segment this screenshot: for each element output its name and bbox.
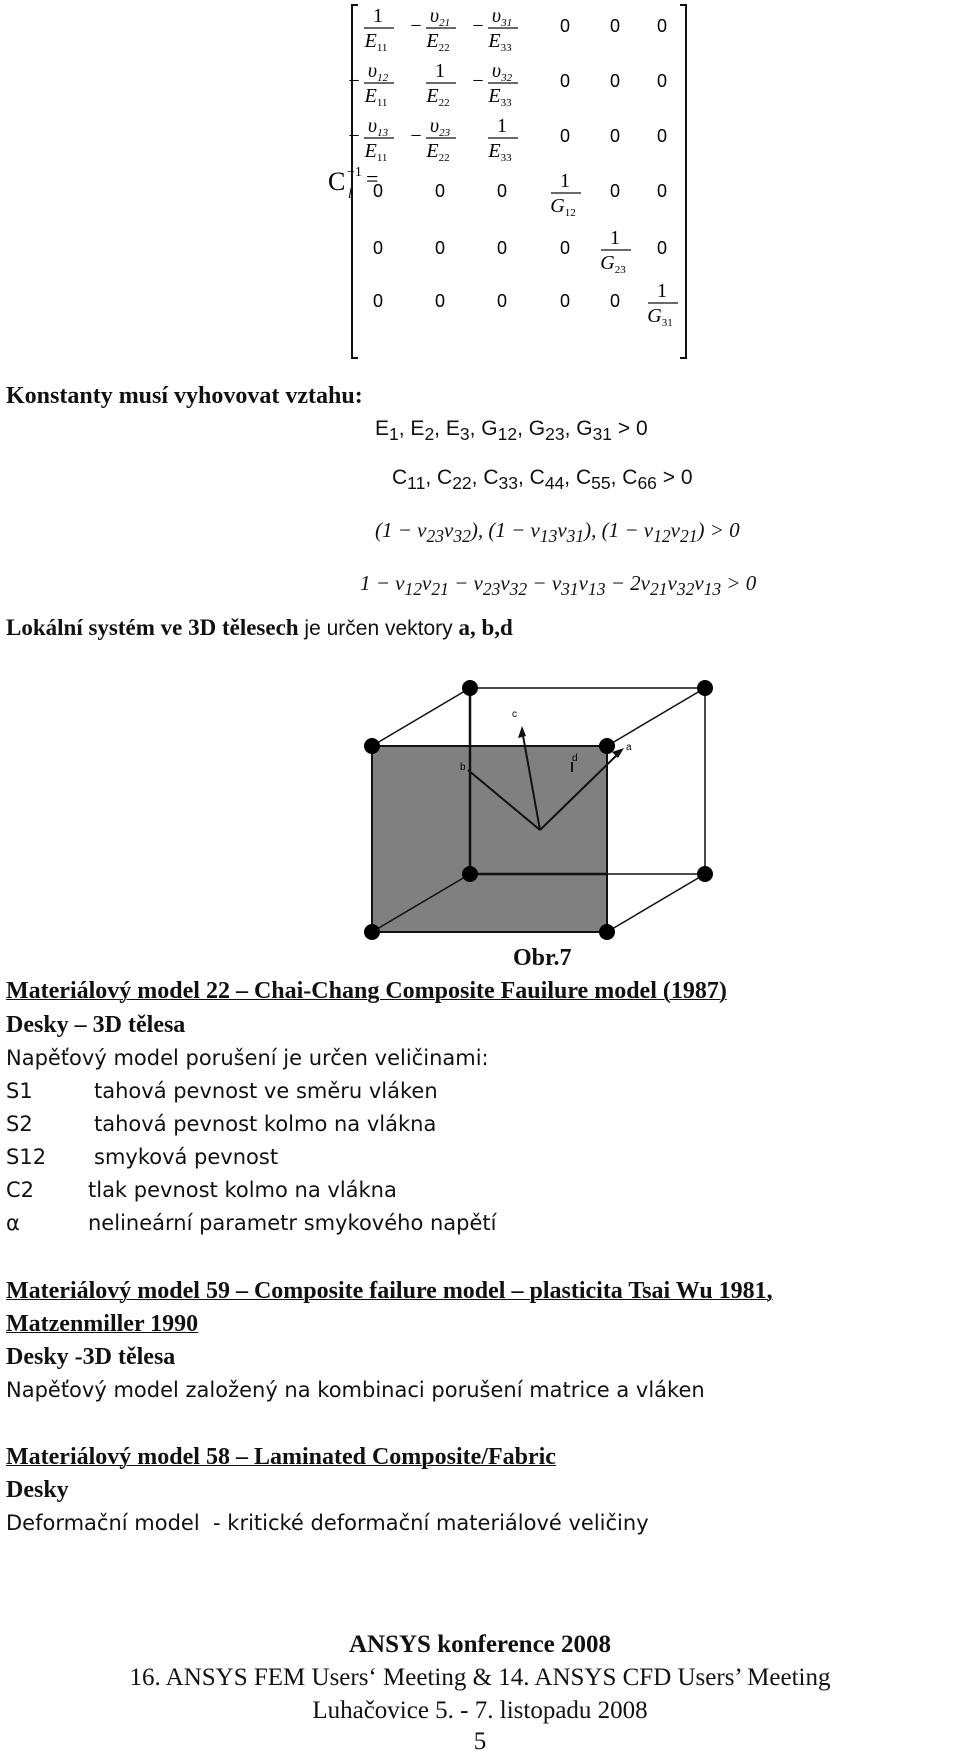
matrix-numerator: 1 bbox=[657, 280, 667, 302]
matrix-zero: 0 bbox=[656, 71, 668, 91]
matrix-zero: 0 bbox=[372, 181, 384, 201]
local-system-bold: Lokální systém ve 3D tělesech bbox=[6, 615, 299, 640]
label-c: c bbox=[512, 709, 517, 720]
matrix-zero: 0 bbox=[656, 126, 668, 146]
matrix-label-sub: l bbox=[348, 187, 352, 202]
definition-symbol: S2 bbox=[6, 1112, 33, 1136]
node bbox=[364, 924, 380, 940]
footer-conference: ANSYS konference 2008 bbox=[348, 1631, 612, 1658]
matrix-denominator: $E_{33}$ bbox=[488, 30, 512, 54]
matrix-label-main: C bbox=[328, 167, 346, 196]
model59-title-line1: Materiálový model 59 – Composite failure model – plasticita Tsai Wu 1981, bbox=[6, 1278, 773, 1304]
matrix-sign: − bbox=[472, 70, 484, 92]
label-a: a bbox=[626, 742, 632, 753]
matrix-numerator: 1 bbox=[560, 170, 570, 192]
definition-row bbox=[6, 1211, 497, 1235]
matrix-zero: 0 bbox=[609, 16, 621, 36]
matrix-zero: 0 bbox=[434, 181, 446, 201]
matrix-numerator: 1 bbox=[435, 60, 445, 82]
matrix-zero: 0 bbox=[559, 238, 571, 258]
cube-edge-br bbox=[607, 874, 705, 932]
definition-description: nelineární parametr smykového napětí bbox=[88, 1211, 497, 1235]
condition-line-3: $(1 - \nu_{23}\nu_{32})$, $(1 - \nu_{13}\nu_{31})$, $(1 - \nu_{12}\nu_{21}) > 0$ bbox=[375, 518, 740, 547]
definition-description: smyková pevnost bbox=[94, 1145, 279, 1169]
definition-description: tlak pevnost kolmo na vlákna bbox=[88, 1178, 397, 1202]
definition-row bbox=[6, 1112, 437, 1136]
matrix-denominator: $E_{22}$ bbox=[426, 85, 450, 109]
label-b: b bbox=[460, 762, 466, 773]
node bbox=[462, 866, 478, 882]
matrix-numerator: 1 bbox=[497, 115, 507, 137]
cube-edge-tr bbox=[607, 688, 705, 746]
matrix-numerator: $\upsilon_{31}$ bbox=[491, 5, 513, 29]
model22-intro: Napěťový model porušení je určen veličinami: bbox=[6, 1046, 489, 1070]
model58-title: Materiálový model 58 – Laminated Composite/Fabric bbox=[6, 1444, 556, 1470]
matrix-numerator: $\upsilon_{21}$ bbox=[429, 5, 451, 29]
node bbox=[599, 738, 615, 754]
matrix-denominator: $E_{33}$ bbox=[488, 140, 512, 164]
matrix-denominator: $E_{33}$ bbox=[488, 85, 512, 109]
matrix-zero: 0 bbox=[609, 126, 621, 146]
matrix-zero: 0 bbox=[609, 291, 621, 311]
matrix-cells bbox=[348, 5, 678, 329]
cube-edge-tl bbox=[372, 688, 470, 746]
condition-line-4: $1 - \nu_{12}\nu_{21} - \nu_{23}\nu_{32} - \nu_{31}\nu_{13} - 2\nu_{21}\nu_{32}\nu_{13} > 0$ bbox=[360, 571, 757, 600]
compliance-matrix bbox=[300, 0, 800, 365]
matrix-numerator: $\upsilon_{23}$ bbox=[429, 115, 451, 139]
matrix-label bbox=[328, 165, 378, 202]
matrix-denominator: $E_{11}$ bbox=[364, 140, 388, 164]
matrix-zero: 0 bbox=[559, 16, 571, 36]
matrix-numerator: 1 bbox=[373, 5, 383, 27]
page-number: 5 bbox=[473, 1728, 487, 1755]
definition-symbol: S12 bbox=[6, 1145, 47, 1169]
vector-c-arrow bbox=[518, 726, 526, 738]
matrix-denominator: $G_{23}$ bbox=[600, 252, 626, 276]
node bbox=[697, 680, 713, 696]
matrix-zero: 0 bbox=[434, 238, 446, 258]
matrix-sign: − bbox=[348, 70, 360, 92]
matrix-sign: − bbox=[472, 15, 484, 37]
matrix-zero: 0 bbox=[496, 291, 508, 311]
matrix-numerator: $\upsilon_{12}$ bbox=[367, 60, 389, 84]
matrix-zero: 0 bbox=[656, 16, 668, 36]
model58-body: Deformační model - kritické deformační materiálové veličiny bbox=[6, 1511, 649, 1535]
matrix-zero: 0 bbox=[372, 291, 384, 311]
matrix-equals: = bbox=[366, 166, 379, 191]
matrix-label-sup: −1 bbox=[347, 165, 362, 180]
matrix-zero: 0 bbox=[559, 291, 571, 311]
matrix-left-bracket bbox=[352, 5, 358, 358]
matrix-zero: 0 bbox=[372, 238, 384, 258]
matrix-zero: 0 bbox=[656, 181, 668, 201]
matrix-zero: 0 bbox=[496, 238, 508, 258]
footer-meeting: 16. ANSYS FEM Users‘ Meeting & 14. ANSYS CFD Users’ Meeting bbox=[129, 1664, 831, 1691]
model22-title: Materiálový model 22 – Chai-Chang Composite Fauilure model (1987) bbox=[6, 978, 727, 1004]
matrix-numerator: $\upsilon_{13}$ bbox=[367, 115, 389, 139]
definition-description: tahová pevnost kolmo na vlákna bbox=[94, 1112, 437, 1136]
matrix-numerator: $\upsilon_{32}$ bbox=[491, 60, 513, 84]
cube-figure bbox=[350, 670, 730, 940]
node bbox=[462, 680, 478, 696]
matrix-zero: 0 bbox=[496, 181, 508, 201]
label-d: d bbox=[572, 753, 578, 764]
cube-front-face bbox=[372, 746, 607, 932]
definition-symbol: C2 bbox=[6, 1178, 35, 1202]
matrix-numerator: 1 bbox=[610, 227, 620, 249]
model59-body: Napěťový model založený na kombinaci porušení matrice a vláken bbox=[6, 1378, 705, 1402]
definition-row bbox=[6, 1079, 438, 1103]
matrix-right-bracket bbox=[680, 5, 686, 358]
matrix-denominator: $G_{12}$ bbox=[550, 195, 576, 219]
matrix-zero: 0 bbox=[609, 71, 621, 91]
local-system-line bbox=[6, 615, 513, 641]
node bbox=[364, 738, 380, 754]
definition-symbol: α bbox=[6, 1211, 20, 1235]
model59-title-line2: Matzenmiller 1990 bbox=[6, 1311, 199, 1337]
matrix-zero: 0 bbox=[609, 181, 621, 201]
figure-caption: Obr.7 bbox=[513, 945, 572, 971]
matrix-zero: 0 bbox=[656, 238, 668, 258]
constraints-heading: Konstanty musí vyhovovat vztahu: bbox=[6, 383, 363, 409]
model59-subtitle: Desky -3D tělesa bbox=[6, 1344, 176, 1370]
model58-subtitle: Desky bbox=[6, 1477, 69, 1503]
definition-row bbox=[6, 1178, 397, 1202]
matrix-sign: − bbox=[410, 15, 422, 37]
matrix-denominator: $E_{22}$ bbox=[426, 140, 450, 164]
definition-symbol: S1 bbox=[6, 1079, 33, 1103]
matrix-zero: 0 bbox=[434, 291, 446, 311]
model22-subtitle: Desky – 3D tělesa bbox=[6, 1012, 186, 1038]
matrix-denominator: $G_{31}$ bbox=[647, 305, 673, 329]
condition-line-2: $C_{11}$, $C_{22}$, $C_{33}$, $C_{44}$, $C_{55}$, $C_{66} > 0$ bbox=[392, 466, 693, 494]
local-system-normal: je určen vektory bbox=[298, 617, 459, 640]
node bbox=[697, 866, 713, 882]
definition-row bbox=[6, 1145, 279, 1169]
matrix-sign: − bbox=[410, 125, 422, 147]
matrix-denominator: $E_{22}$ bbox=[426, 30, 450, 54]
matrix-denominator: $E_{11}$ bbox=[364, 85, 388, 109]
matrix-sign: − bbox=[348, 125, 360, 147]
condition-line-1: $E_1$, $E_2$, $E_3$, $G_{12}$, $G_{23}$, $G_{31} > 0$ bbox=[375, 417, 648, 445]
definition-description: tahová pevnost ve směru vláken bbox=[94, 1079, 438, 1103]
footer-location-date: Luhačovice 5. - 7. listopadu 2008 bbox=[312, 1697, 648, 1724]
matrix-zero: 0 bbox=[559, 126, 571, 146]
matrix-denominator: $E_{11}$ bbox=[364, 30, 388, 54]
node bbox=[599, 924, 615, 940]
matrix-zero: 0 bbox=[559, 71, 571, 91]
local-system-vectors: a, b,d bbox=[458, 615, 513, 640]
